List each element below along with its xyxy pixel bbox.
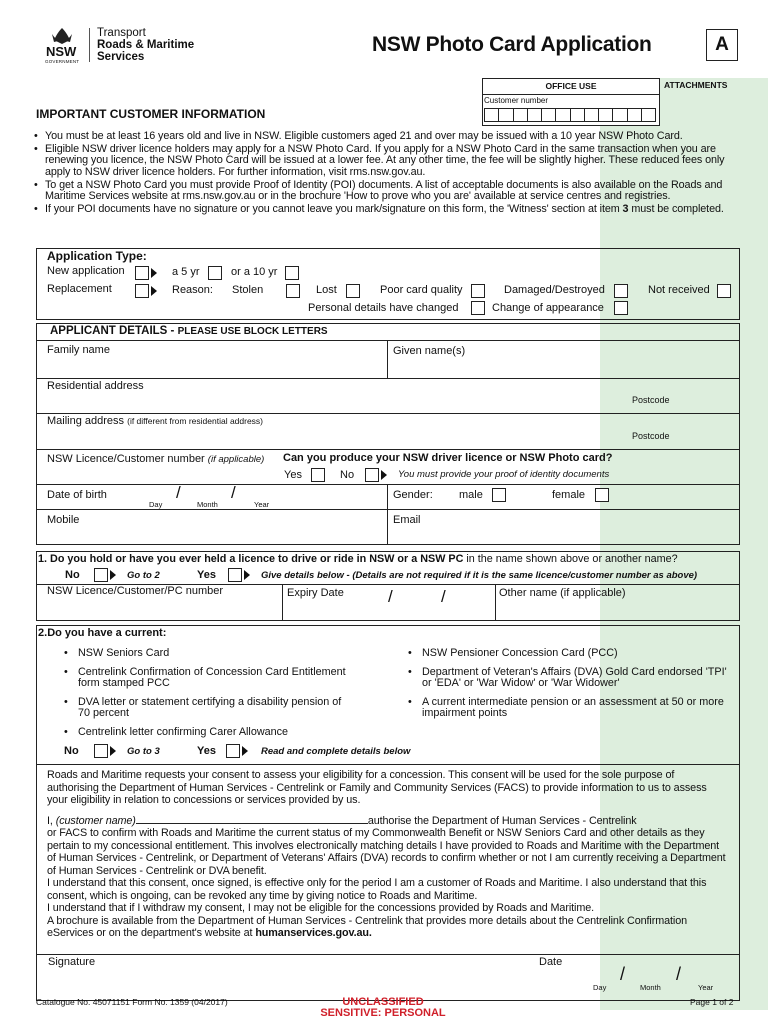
replacement-checkbox[interactable]: [135, 284, 149, 298]
dob-input[interactable]: [140, 486, 280, 500]
list-item: • NSW Seniors Card: [62, 648, 352, 659]
logo-divider: [89, 28, 90, 62]
arrow-right-icon: [151, 286, 157, 296]
customer-name-input[interactable]: [136, 814, 368, 824]
q1-licence-input[interactable]: [37, 598, 281, 620]
new-application-checkbox[interactable]: [135, 266, 149, 280]
page-number: Page 1 of 2: [690, 997, 734, 1007]
not-received-checkbox[interactable]: [717, 284, 731, 298]
info-bullet: • Eligible NSW driver licence holders may apply for a NSW Photo Card. If you apply for a NSW Photo Card in the same transaction when you are renewing you licence, the NSW Photo Card will be issued at a lower fee. At any other time, the fee will be slightly higher. These reduced fees only apply to NSW driver licence holders. For further information, visit rms.nsw.gov.au.: [33, 144, 739, 178]
licence-number-input[interactable]: [37, 466, 277, 484]
q1-no-checkbox[interactable]: [94, 568, 108, 582]
info-bullet: • If your POI documents have no signature or you cannot leave you mark/signature on this form, the 'Witness' section at item 3 must be completed.: [33, 204, 739, 215]
consent-text: Roads and Maritime requests your consent to assess your eligibility for a concession. This consent will be used for the sole purpose of authorising the Department of Human Services - Centrelink or Family and Community Services (FACS) to provide information to us to assess your eligibility in relation to concessions or services provided by us. I, (customer name) authorise the Department of Human Services - Centrelink or FACS to confirm with Roads and Maritime the current status of my Commonwealth Benefit or NSW Seniors Card and other details as they pertain to my concessional entitlement. This involves electronically matching details I have provided to Roads and Maritime with the Department of Human Services - Centrelink, or Department of Veterans' Affairs (DVA) records to confirm whether or not I am currently receiving a Department of Human Services - Centrelink or DVA benefit. I understand that this consent, once signed, is effective only for the period I am a customer of Roads and Maritime. I also understand that this consent, which is ongoing, can be revoked any time by giving notice to Roads and Maritime. I understand that if I withdraw my consent, I may not be eligible for the concessions provided by Roads and Maritime. A brochure is available from the Department of Human Services - Centrelink that provides more details about the Centrelink Confirmation eServices or on the department's website at humanservices.gov.au.: [47, 769, 726, 939]
poor-card-checkbox[interactable]: [471, 284, 485, 298]
residential-postcode-input[interactable]: [620, 392, 739, 412]
q1-yes-checkbox[interactable]: [228, 568, 242, 582]
form-letter-box: A: [706, 29, 738, 61]
customer-number-label: Customer number: [484, 96, 549, 105]
list-item: • A current intermediate pension or an assessment at 50 or more impairment points: [406, 697, 736, 719]
change-appearance-checkbox[interactable]: [614, 301, 628, 315]
logo-subtext: GOVERNMENT: [45, 59, 80, 64]
q2-left-options: [62, 648, 352, 746]
mobile-input[interactable]: [37, 527, 386, 544]
classification-unclassified: UNCLASSIFIED: [342, 996, 424, 1008]
applicant-details-title: APPLICANT DETAILS - PLEASE USE BLOCK LETTERS: [50, 325, 328, 337]
application-type-title: Application Type:: [47, 249, 147, 263]
attachments-label: ATTACHMENTS: [664, 80, 728, 90]
mailing-postcode-input[interactable]: [620, 428, 739, 448]
question-2-text: 2.Do you have a current:: [38, 627, 167, 639]
office-use-label: OFFICE USE: [545, 81, 597, 91]
five-year-checkbox[interactable]: [208, 266, 222, 280]
personal-changed-checkbox[interactable]: [471, 301, 485, 315]
arrow-right-icon: [381, 470, 387, 480]
list-item: • Centrelink Confirmation of Concession Card Entitlement form stamped PCC: [62, 667, 352, 689]
list-item: • Centrelink letter confirming Carer Allowance: [62, 727, 352, 738]
q2-no-checkbox[interactable]: [94, 744, 108, 758]
lost-checkbox[interactable]: [346, 284, 360, 298]
can-produce-no-checkbox[interactable]: [365, 468, 379, 482]
info-bullets: [33, 131, 739, 217]
email-input[interactable]: [389, 527, 739, 544]
arrow-right-icon: [244, 570, 250, 580]
residential-address-input[interactable]: [37, 392, 617, 412]
family-name-input[interactable]: [37, 356, 386, 378]
stolen-checkbox[interactable]: [286, 284, 300, 298]
arrow-right-icon: [110, 570, 116, 580]
gender-male-checkbox[interactable]: [492, 488, 506, 502]
info-bullet: • To get a NSW Photo Card you must provide Proof of Identity (POI) documents. A list of acceptable documents is also available on the Roads and Maritime Services website at rms.nsw.gov.au or in the brochure 'How to prove who you are' available at service centres and registries.: [33, 180, 739, 202]
list-item: • DVA letter or statement certifying a disability pension of 70 percent: [62, 697, 352, 719]
waratah-icon: [42, 26, 82, 46]
nsw-logo: [42, 26, 82, 66]
ten-year-checkbox[interactable]: [285, 266, 299, 280]
info-heading: IMPORTANT CUSTOMER INFORMATION: [36, 107, 266, 121]
logo-text: NSW: [46, 44, 77, 59]
given-names-input[interactable]: [389, 358, 739, 378]
classification-sensitive: SENSITIVE: PERSONAL: [320, 1007, 446, 1019]
q2-yes-checkbox[interactable]: [226, 744, 240, 758]
q1-expiry-input[interactable]: [350, 590, 490, 606]
arrow-right-icon: [110, 746, 116, 756]
damaged-checkbox[interactable]: [614, 284, 628, 298]
q1-other-name-input[interactable]: [497, 600, 739, 620]
arrow-right-icon: [151, 268, 157, 278]
customer-number-input[interactable]: [484, 108, 656, 122]
gender-female-checkbox[interactable]: [595, 488, 609, 502]
arrow-right-icon: [242, 746, 248, 756]
question-1-text: 1. Do you hold or have you ever held a licence to drive or ride in NSW or a NSW PC in the name shown above or another name?: [38, 553, 678, 565]
catalogue-number: Catalogue No. 45071151 Form No. 1359 (04/2017): [36, 997, 228, 1007]
mailing-address-input[interactable]: [37, 428, 617, 448]
date-input[interactable]: [585, 966, 725, 984]
list-item: • NSW Pensioner Concession Card (PCC): [406, 648, 736, 659]
can-produce-yes-checkbox[interactable]: [311, 468, 325, 482]
info-bullet: • You must be at least 16 years old and live in NSW. Eligible customers aged 21 and over may be issued with a 10 year NSW Photo Card.: [33, 131, 739, 142]
form-title: NSW Photo Card Application: [372, 33, 652, 56]
agency-name: Transport Roads & Maritime Services: [97, 27, 195, 63]
q2-right-options: [406, 648, 736, 727]
signature-input[interactable]: [38, 968, 528, 998]
list-item: • Department of Veteran's Affairs (DVA) Gold Card endorsed 'TPI' or 'EDA' or 'War Widow' or 'War Widower': [406, 667, 736, 689]
